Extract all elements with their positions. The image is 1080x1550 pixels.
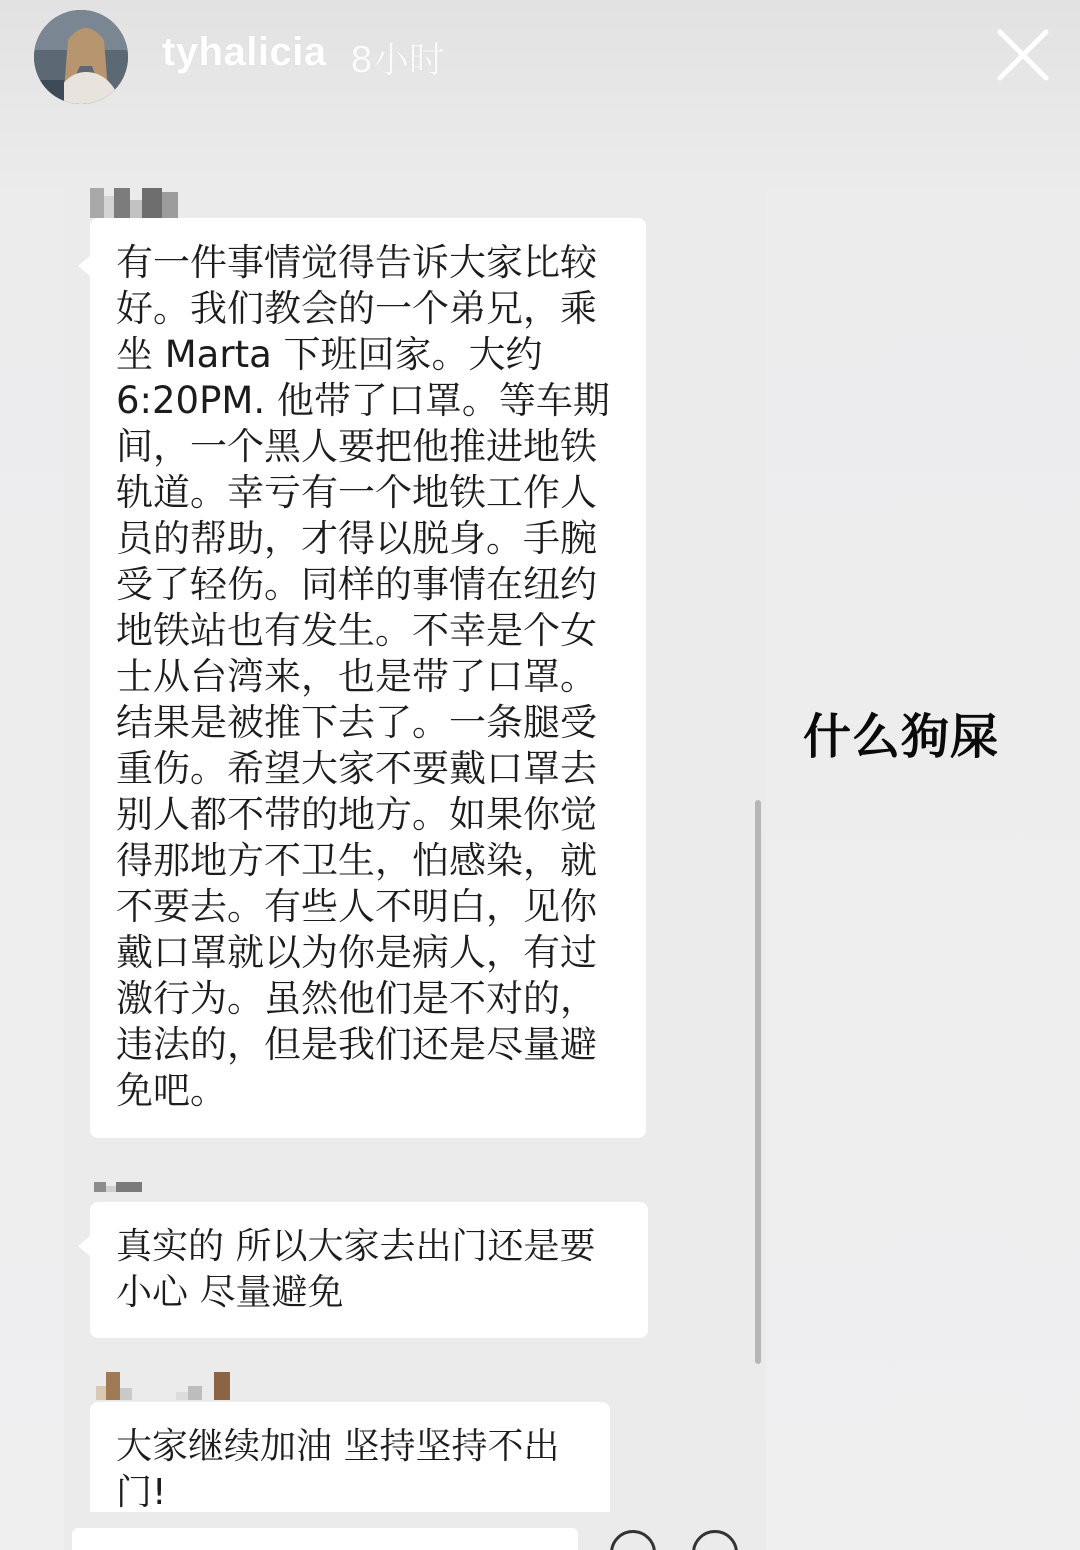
- add-button[interactable]: [692, 1530, 738, 1550]
- close-icon: [994, 26, 1052, 84]
- message-line: 戴口罩就以为你是病人，有过: [116, 931, 597, 974]
- message-line: 轨道。幸亏有一个地铁工作人: [116, 471, 597, 514]
- message-line: 得那地方不卫生，怕感染，就: [116, 839, 597, 882]
- emoji-button[interactable]: [610, 1530, 656, 1550]
- message-line: 地铁站也有发生。不幸是个女: [116, 609, 597, 652]
- story-username[interactable]: tyhalicia: [162, 30, 327, 74]
- avatar[interactable]: [34, 10, 128, 104]
- message-line: 6:20PM. 他带了口罩。等车期: [116, 379, 610, 422]
- chat-message: [90, 218, 646, 1138]
- message-line: 有一件事情觉得告诉大家比较: [116, 241, 597, 284]
- message-line: 小心 尽量避免: [116, 1272, 344, 1313]
- message-line: 真实的 所以大家去出门还是要: [116, 1226, 596, 1267]
- chat-input-area: [64, 1512, 766, 1550]
- message-line: 违法的，但是我们还是尽量避: [116, 1023, 597, 1066]
- message-line: 间，一个黑人要把他推进地铁: [116, 425, 597, 468]
- sender-name-blurred: [94, 1182, 142, 1192]
- avatar-image: [34, 10, 128, 104]
- message-line: 激行为。虽然他们是不对的，: [116, 977, 597, 1020]
- sender-name-blurred: [96, 1372, 230, 1400]
- message-line: 重伤。希望大家不要戴口罩去: [116, 747, 597, 790]
- message-line: 结果是被推下去了。一条腿受: [116, 701, 597, 744]
- close-button[interactable]: [994, 26, 1052, 84]
- message-line: 门!: [116, 1472, 167, 1512]
- story-caption: 什么狗屎: [803, 709, 1000, 765]
- message-line: 员的帮助，才得以脱身。手腕: [116, 517, 597, 560]
- story-timestamp: 8小时: [350, 40, 445, 81]
- chat-scrollbar[interactable]: [755, 800, 761, 1364]
- message-line: 受了轻伤。同样的事情在纽约: [116, 563, 597, 606]
- sender-name-blurred: [90, 188, 178, 218]
- message-line: 不要去。有些人不明白，见你: [116, 885, 597, 928]
- chat-message: [90, 1202, 648, 1338]
- message-line: 大家继续加油 坚持坚持不出: [116, 1426, 560, 1467]
- message-line: 士从台湾来，也是带了口罩。: [116, 655, 597, 698]
- chat-message: [90, 1402, 610, 1512]
- message-line: 免吧。: [116, 1069, 227, 1112]
- message-input[interactable]: [72, 1528, 578, 1550]
- message-line: 别人都不带的地方。如果你觉: [116, 793, 597, 836]
- message-line: 好。我们教会的一个弟兄，乘: [116, 287, 597, 330]
- message-line: 坐 Marta 下班回家。大约: [116, 333, 543, 376]
